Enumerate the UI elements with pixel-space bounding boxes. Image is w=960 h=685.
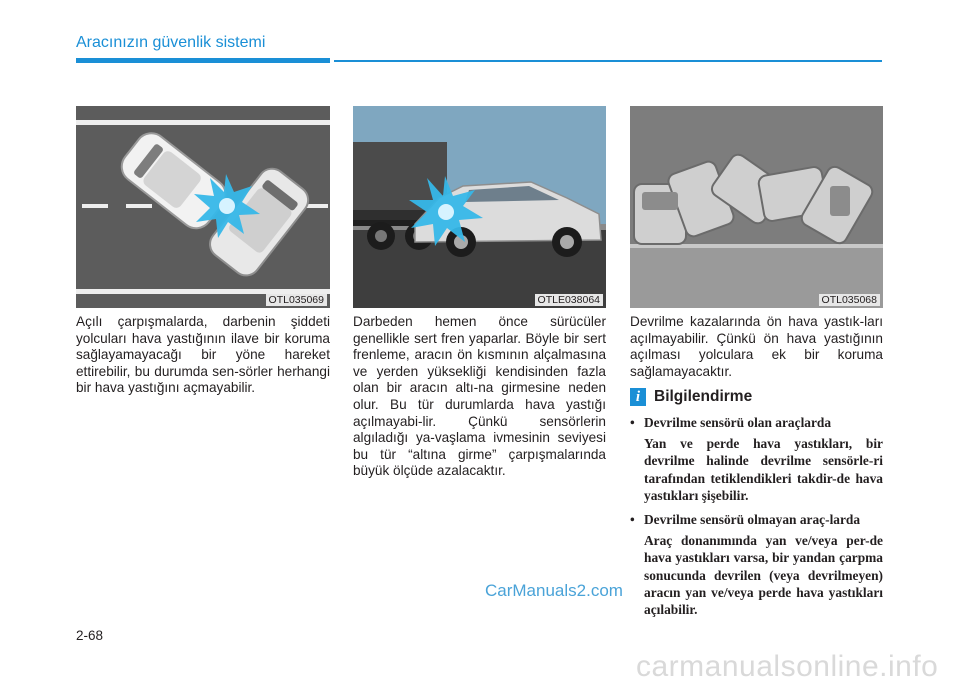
figure-angled-collision — [76, 106, 330, 308]
rollover-illustration — [630, 106, 883, 308]
paragraph-rollover: Devrilme kazalarında ön hava yastık-ları açılmayabilir. Çünkü ön hava yastığının açılması yolculara ek bir koruma sağlamayacaktır. — [630, 314, 883, 379]
bullet: • — [630, 512, 635, 528]
page-number: 2-68 — [76, 628, 104, 643]
figure-code: OTL035068 — [819, 294, 880, 306]
note-heading: Devrilme sensörü olan araçlarda — [644, 415, 832, 430]
info-header — [630, 388, 752, 406]
section-title: Aracınızın güvenlik sistemi — [76, 34, 266, 51]
angled-collision-illustration — [76, 106, 330, 308]
note-heading: Devrilme sensörü olmayan araç-larda — [644, 512, 861, 528]
paragraph-angled-collision: Açılı çarpışmalarda, darbenin şiddeti yolcuları hava yastığının ilave bir koruma sağlayamayacağı bir yöne hareket ettirebilir, bu durumda sen-sörler herhangi bir hava yastığını açmayabilir. — [76, 314, 330, 396]
figure-code: OTL035069 — [266, 294, 327, 306]
note-body: Araç donanımında yan ve/veya per-de hava yastıkları varsa, bir yandan çarpma sonucunda devrilen (veya devrilmeyen) aracın yan ve/veya perde hava yastıkları açılabilir. — [644, 533, 883, 618]
list-item — [630, 511, 883, 618]
watermark-link[interactable]: CarManuals2.com — [485, 581, 623, 600]
site-watermark: carmanualsonline.info — [636, 650, 939, 683]
info-icon: i — [630, 388, 646, 406]
info-list — [630, 414, 883, 625]
note-body: Yan ve perde hava yastıkları, bir devrilme halinde devrilme sensörle-ri tarafından tetiklendikleri takdir-de hava yastıkları şişebilir. — [644, 436, 883, 503]
info-title: Bilgilendirme — [654, 388, 753, 405]
header-rule-thin — [334, 60, 882, 62]
paragraph-underride: Darbeden hemen önce sürücüler genellikle sert fren yaparlar. Böyle bir sert frenleme, aracın ön kısmının alçalmasına ve yerden yüksekliği kendisinden fazla olan bir aracın altı-na girmesine neden olur. Bu tür durumlarda hava yastığı açılmayabi-lir. Çünkü sensörlerin algıladığı ya-vaşlama ivmesinin seviyesi bu tür “altına girme” çarpışmalarında büyük ölçüde azalacaktır. — [353, 314, 606, 479]
list-item — [630, 414, 883, 504]
figure-underride-collision — [353, 106, 606, 308]
bullet: • — [630, 415, 635, 430]
figure-rollover — [630, 106, 883, 308]
figure-code: OTLE038064 — [535, 294, 603, 306]
header-rule-thick — [76, 58, 330, 63]
underride-collision-illustration — [353, 106, 606, 308]
